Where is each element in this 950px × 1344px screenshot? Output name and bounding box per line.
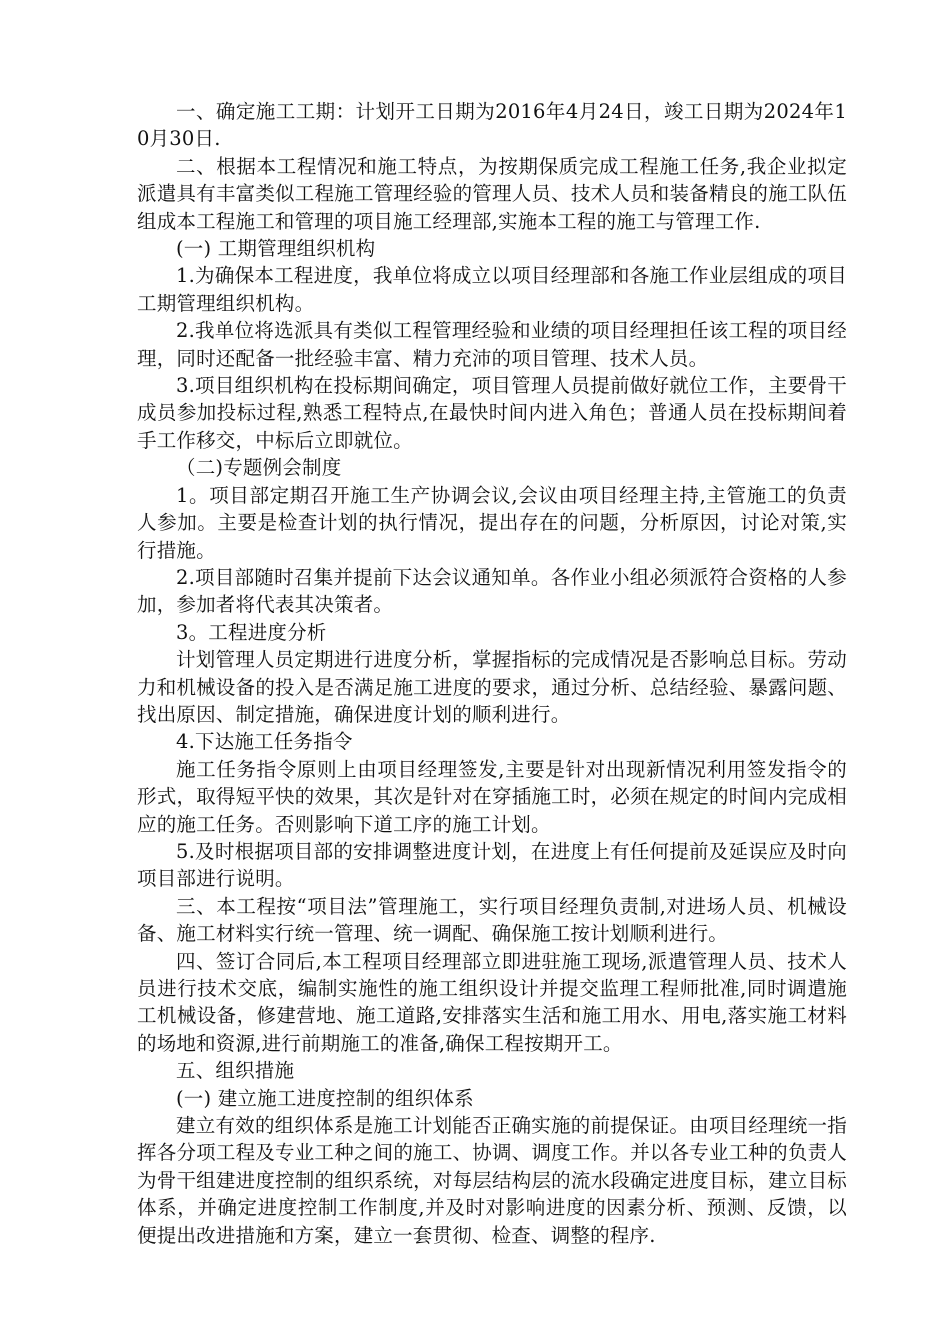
paragraph-project-department: 二、根据本工程情况和施工特点，为按期保质完成工程施工任务,我企业拟定派遣具有丰富类似工程施工管理经验的管理人员、技术人员和装备精良的施工队伍组成本工程施工和管理的项目施工经理部,实施本工程的施工与管理工作. (137, 154, 847, 233)
heading-task-instruction: 4.下达施工任务指令 (176, 730, 353, 754)
paragraph-after-contract: 四、签订合同后,本工程项目经理部立即进驻施工现场,派遣管理人员、技术人员进行技术交底，编制实施性的施工组织设计并提交监理工程师批准,同时调遣施工机械设备，修建营地、施工道路,安排落实生活和施工用水、用电,落实施工材料的场地和资源,进行前期施工的准备,确保工程按期开工。 (137, 949, 847, 1055)
paragraph-project-method: 三、本工程按“项目法”管理施工，实行项目经理负责制,对进场人员、机械设备、施工材料实行统一管理、统一调配、确保施工按计划顺利进行。 (137, 894, 847, 946)
paragraph-schedule: 一、确定施工工期：计划开工日期为2016年4月24日，竣工日期为2024年10月30日. (137, 100, 847, 151)
paragraph-progress-control-system: 建立有效的组织体系是施工计划能否正确实施的前提保证。由项目经理统一指挥各分项工程及专业工种之间的施工、协调、调度工作。并以各专业工种的负责人为骨干组建进度控制的组织系统，对每层结构层的流水段确定进度目标，建立目标体系，并确定进度控制工作制度,并及时对影响进度的因素分析、预测、反馈，以便提出改进措施和方案，建立一套贯彻、检查、调整的程序. (137, 1114, 847, 1247)
paragraph-item-2: 2.我单位将选派具有类似工程管理经验和业绩的项目经理担任该工程的项目经理，同时还配备一批经验丰富、精力充沛的项目管理、技术人员。 (137, 319, 847, 370)
paragraph-item-1: 1.为确保本工程进度，我单位将成立以项目经理部和各施工作业层组成的项目工期管理组织机构。 (137, 264, 847, 315)
paragraph-adjust-plan: 5.及时根据项目部的安排调整进度计划，在进度上有任何提前及延误应及时向项目部进行说明。 (137, 839, 847, 891)
paragraph-meeting-1: 1。项目部定期召开施工生产协调会议,会议由项目经理主持,主管施工的负责人参加。主要是检查计划的执行情况，提出存在的问题，分析原因，讨论对策,实行措施。 (137, 483, 847, 562)
paragraph-item-3: 3.项目组织机构在投标期间确定，项目管理人员提前做好就位工作，主要骨干成员参加投标过程,熟悉工程特点,在最快时间内进入角色；普通人员在投标期间着手工作移交，中标后立即就位。 (137, 374, 847, 452)
heading-organization-measures: 五、组织措施 (176, 1059, 295, 1083)
heading-progress-analysis: 3。工程进度分析 (176, 620, 327, 644)
paragraph-task-instruction: 施工任务指令原则上由项目经理签发,主要是针对出现新情况利用签发指令的形式，取得短平快的效果，其次是针对在穿插施工时，必须在规定的时间内完成相应的施工任务。否则影响下道工序的施工计划。 (137, 757, 847, 836)
paragraph-progress-analysis: 计划管理人员定期进行进度分析，掌握指标的完成情况是否影响总目标。劳动力和机械设备的投入是否满足施工进度的要求，通过分析、总结经验、暴露问题、找出原因、制定措施，确保进度计划的顺利进行。 (137, 648, 847, 726)
heading-progress-control-system: (一) 建立施工进度控制的组织体系 (176, 1086, 474, 1110)
heading-schedule-organization: (一) 工期管理组织机构 (176, 237, 376, 261)
heading-meeting-system: （二)专题例会制度 (176, 456, 342, 480)
paragraph-meeting-2: 2.项目部随时召集并提前下达会议通知单。各作业小组必须派符合资格的人参加，参加者将代表其决策者。 (137, 565, 847, 617)
document-body (137, 98, 847, 1249)
